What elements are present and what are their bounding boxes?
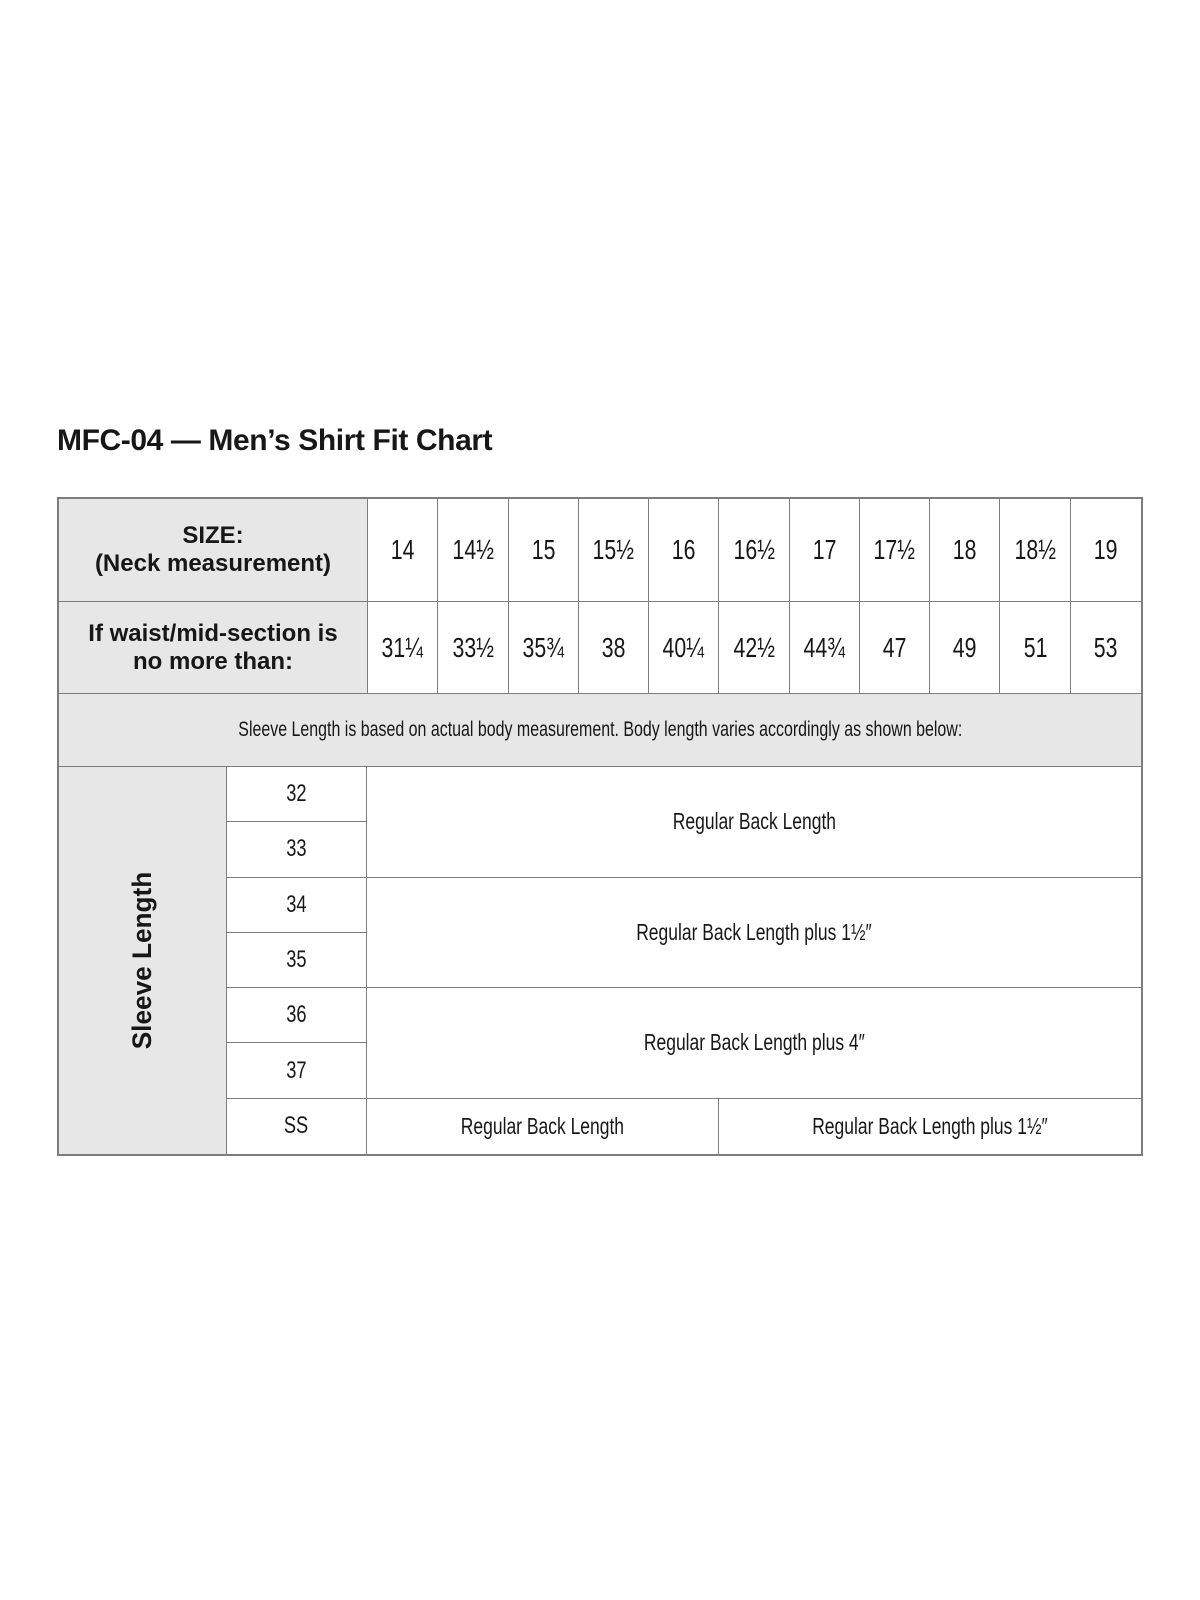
size-header-line2: (Neck measurement) bbox=[94, 550, 332, 577]
size-header-line1: SIZE: bbox=[182, 522, 244, 549]
size-value-cell: 14 bbox=[368, 499, 438, 602]
sleeve-axis-cell bbox=[59, 767, 227, 1154]
back-length-group-cell: Regular Back Length plus 1½″ bbox=[367, 878, 1141, 989]
waist-header-cell bbox=[59, 602, 368, 694]
waist-value-cell: 47 bbox=[860, 602, 930, 694]
size-value-cell: 16 bbox=[649, 499, 719, 602]
waist-value-cell: 38 bbox=[579, 602, 649, 694]
waist-value-cell: 51 bbox=[1000, 602, 1070, 694]
back-length-group-cell: Regular Back Length bbox=[367, 767, 1141, 878]
size-value-cell: 19 bbox=[1071, 499, 1141, 602]
size-value-cell: 17½ bbox=[860, 499, 930, 602]
page-title: MFC-04 — Men’s Shirt Fit Chart bbox=[57, 424, 493, 457]
ss-back-length-row bbox=[367, 1099, 1141, 1154]
ss-right-cell: Regular Back Length plus 1½″ bbox=[812, 1112, 1048, 1139]
size-value-cell: 17 bbox=[790, 499, 860, 602]
waist-value-cell: 53 bbox=[1071, 602, 1141, 694]
size-header-cell bbox=[59, 499, 368, 602]
waist-value-cell: 40¼ bbox=[649, 602, 719, 694]
sleeve-value-cell: 33 bbox=[227, 822, 367, 877]
waist-value-cell: 35¾ bbox=[509, 602, 579, 694]
waist-header-line1: If waist/mid-section is bbox=[88, 619, 338, 647]
size-value-cell: 18 bbox=[930, 499, 1000, 602]
size-value-cell: 15½ bbox=[579, 499, 649, 602]
back-length-group-cell: Regular Back Length plus 4″ bbox=[367, 988, 1141, 1099]
waist-value-cell: 33½ bbox=[438, 602, 508, 694]
sleeve-axis-label: Sleeve Length bbox=[127, 871, 157, 1050]
size-value-cell: 14½ bbox=[438, 499, 508, 602]
size-value-cell: 18½ bbox=[1000, 499, 1070, 602]
waist-header-line2: no more than: bbox=[133, 647, 293, 675]
fit-chart-table bbox=[57, 497, 1143, 1156]
waist-value-cell: 49 bbox=[930, 602, 1000, 694]
note-row bbox=[59, 694, 1141, 767]
sleeve-value-cell: 32 bbox=[227, 767, 367, 822]
size-value-cell: 16½ bbox=[719, 499, 789, 602]
waist-row bbox=[59, 602, 1141, 694]
sleeve-value-cell: SS bbox=[227, 1099, 367, 1154]
sleeve-value-cell: 36 bbox=[227, 988, 367, 1043]
sleeve-value-cell: 37 bbox=[227, 1043, 367, 1098]
sleeve-value-cell: 34 bbox=[227, 878, 367, 933]
sleeve-section bbox=[59, 767, 1141, 1154]
waist-value-cell: 44¾ bbox=[790, 602, 860, 694]
note-text: Sleeve Length is based on actual body measurement. Body length varies accordingly as shown below: bbox=[238, 718, 962, 741]
size-row bbox=[59, 499, 1141, 602]
sleeve-value-cell: 35 bbox=[227, 933, 367, 988]
size-value-cell: 15 bbox=[509, 499, 579, 602]
waist-value-cell: 31¼ bbox=[368, 602, 438, 694]
ss-left-cell: Regular Back Length bbox=[367, 1099, 719, 1154]
waist-value-cell: 42½ bbox=[719, 602, 789, 694]
